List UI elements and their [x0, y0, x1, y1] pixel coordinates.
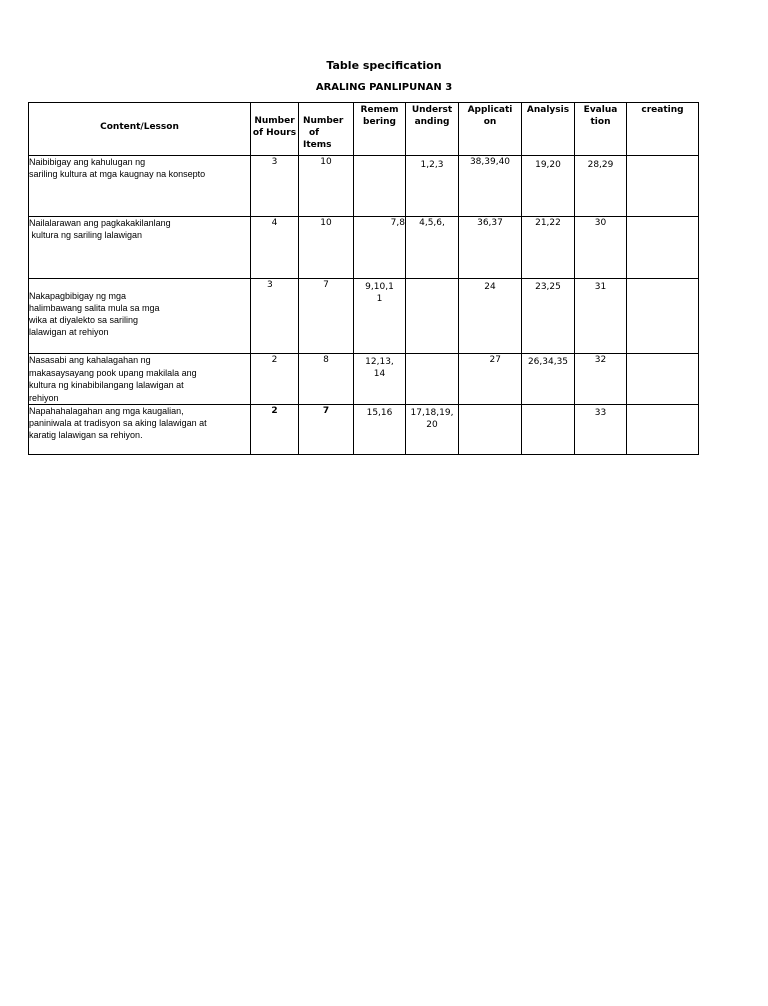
- header-remembering-line1: Remem: [360, 105, 399, 115]
- understanding-cell: 4,5,6,: [406, 217, 459, 279]
- evaluation-cell: 28,29: [575, 156, 627, 217]
- remembering-line: 1: [376, 294, 383, 304]
- header-evaluation-line2: tion: [590, 117, 611, 127]
- header-items-line1: Number: [303, 116, 344, 126]
- header-remembering: [354, 103, 406, 156]
- lesson-text-line: Nailalarawan ang pagkakakilanlang: [29, 218, 171, 228]
- hours-cell: 3: [251, 279, 299, 354]
- document-subtitle: ARALING PANLIPUNAN 3: [315, 82, 453, 93]
- lesson-cell: [29, 279, 251, 354]
- items-cell: 7: [299, 279, 354, 354]
- lesson-cell: [29, 354, 251, 405]
- remembering-cell: [354, 354, 406, 405]
- header-creating: [627, 103, 699, 156]
- understanding-cell: [406, 405, 459, 455]
- application-cell: 36,37: [459, 217, 522, 279]
- header-application: [459, 103, 522, 156]
- items-cell: 10: [299, 156, 354, 217]
- understanding-cell: 1,2,3: [406, 156, 459, 217]
- header-evaluation: [575, 103, 627, 156]
- lesson-text-line: paniniwala at tradisyon sa aking lalawigan at: [29, 418, 207, 428]
- understanding-line: 20: [426, 420, 438, 430]
- remembering-line: 9,10,1: [365, 282, 394, 292]
- creating-cell: [627, 405, 699, 455]
- remembering-cell: 7,8: [354, 217, 406, 279]
- table-row: [29, 279, 699, 354]
- application-cell: 27: [459, 354, 522, 405]
- analysis-cell: 19,20: [522, 156, 575, 217]
- document-title: Table specification: [326, 59, 442, 72]
- items-cell: 7: [299, 405, 354, 455]
- lesson-text-line: kultura ng sariling lalawigan: [29, 230, 143, 240]
- creating-cell: [627, 156, 699, 217]
- header-items-line2: of: [309, 128, 320, 138]
- lesson-text-line: wika at diyalekto sa sariling: [29, 315, 139, 325]
- lesson-text-line: halimbawang salita mula sa mga: [29, 303, 160, 313]
- lesson-text-line: Nakapagbibigay ng mga: [29, 291, 127, 301]
- understanding-line: 17,18,19,: [410, 408, 454, 418]
- analysis-cell: 26,34,35: [522, 354, 575, 405]
- header-creating-label: creating: [641, 105, 684, 115]
- hours-cell: 2: [251, 405, 299, 455]
- header-understanding-line1: Underst: [411, 105, 453, 115]
- lesson-text-line: Naibibigay ang kahulugan ng: [29, 157, 146, 167]
- lesson-text-line: makasaysayang pook upang makilala ang: [29, 367, 197, 378]
- header-understanding-line2: anding: [414, 117, 450, 127]
- header-hours-line2: of Hours: [252, 128, 297, 138]
- lesson-text-line: rehiyon: [29, 392, 59, 403]
- items-cell: 10: [299, 217, 354, 279]
- creating-cell: [627, 354, 699, 405]
- lesson-text-line: kultura ng kinabibilangang lalawigan at: [29, 380, 184, 390]
- specification-table: [28, 102, 699, 455]
- evaluation-cell: 32: [575, 354, 627, 405]
- lesson-text-line: Nasasabi ang kahalagahan ng: [29, 355, 151, 365]
- header-remembering-line2: bering: [363, 117, 396, 127]
- remembering-cell: [354, 279, 406, 354]
- remembering-cell: 15,16: [354, 405, 406, 455]
- header-analysis: [522, 103, 575, 156]
- items-cell: 8: [299, 354, 354, 405]
- remembering-line: 14: [373, 369, 386, 379]
- remembering-line: 12,13,: [365, 357, 394, 367]
- application-cell: 38,39,40: [459, 156, 522, 217]
- remembering-cell: [354, 156, 406, 217]
- understanding-cell: [406, 279, 459, 354]
- lesson-cell: [29, 405, 251, 455]
- evaluation-cell: 31: [575, 279, 627, 354]
- header-evaluation-line1: Evalua: [583, 105, 618, 115]
- header-content-lesson: [29, 103, 251, 156]
- table-row: [29, 217, 699, 279]
- header-hours-line1: Number: [254, 116, 295, 126]
- header-understanding: [406, 103, 459, 156]
- lesson-cell: [29, 156, 251, 217]
- hours-cell: 3: [251, 156, 299, 217]
- header-analysis-label: Analysis: [526, 105, 570, 115]
- lesson-text-line: Napahahalagahan ang mga kaugalian,: [29, 406, 184, 416]
- table-row: [29, 354, 699, 405]
- header-content-label: Content/Lesson: [100, 122, 179, 132]
- table-row: [29, 405, 699, 455]
- lesson-cell: [29, 217, 251, 279]
- header-row: [29, 103, 699, 156]
- lesson-text-line: karatig lalawigan sa rehiyon.: [29, 430, 143, 440]
- lesson-text-line: lalawigan at rehiyon: [29, 327, 109, 337]
- header-number-of-items: [299, 103, 354, 156]
- evaluation-cell: 33: [575, 405, 627, 455]
- analysis-cell: 21,22: [522, 217, 575, 279]
- application-cell: [459, 405, 522, 455]
- application-cell: 24: [459, 279, 522, 354]
- header-application-line2: on: [483, 117, 497, 127]
- hours-cell: 4: [251, 217, 299, 279]
- understanding-cell: [406, 354, 459, 405]
- table-row: [29, 156, 699, 217]
- lesson-text-line: sariling kultura at mga kaugnay na konsepto: [29, 169, 206, 179]
- analysis-cell: 23,25: [522, 279, 575, 354]
- header-items-line3: Items: [303, 140, 332, 150]
- header-number-of-hours: [251, 103, 299, 156]
- analysis-cell: [522, 405, 575, 455]
- creating-cell: [627, 217, 699, 279]
- evaluation-cell: 30: [575, 217, 627, 279]
- creating-cell: [627, 279, 699, 354]
- hours-cell: 2: [251, 354, 299, 405]
- header-application-line1: Applicati: [467, 105, 513, 115]
